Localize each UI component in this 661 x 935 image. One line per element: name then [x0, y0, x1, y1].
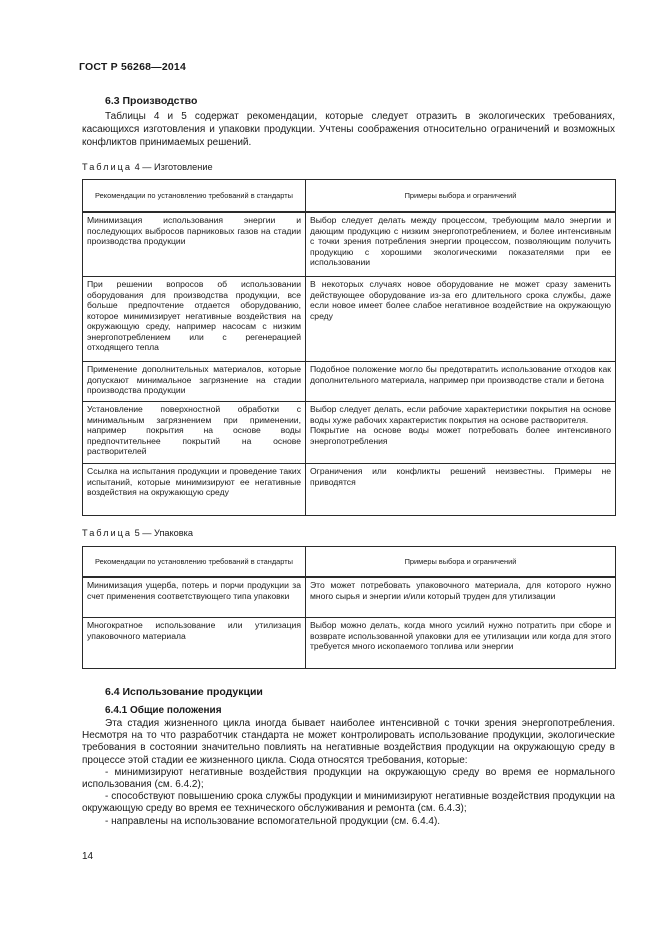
section-6-3-paragraph [82, 110, 615, 149]
table-4-header-row [83, 180, 616, 213]
table-cell: При решении вопросов об использовании оборудования для производства продукции, все больше предпочтение отдается оборудованию, которое минимизирует негативные воздействия на окружающую среду, например насосам с низким энергопотреблением или с регенерацией отходящего тепла [83, 277, 306, 362]
table-row [83, 402, 616, 464]
table-row [83, 212, 616, 277]
table-5-caption-title: — Упаковка [142, 528, 193, 538]
table-5 [82, 546, 616, 669]
table-cell: В некоторых случаях новое оборудование не может сразу заменить действующее оборудование из-за его длительного срока службы, даже если новое имеет более слабое негативное воздействие на окружающую среду [306, 277, 616, 362]
table-cell: Выбор следует делать между процессом, требующим мало энергии и дающим продукцию с низким энергопотреблением, и более интенсивным с точки зрения потребления энергии процессом, позволяющим получить продукцию с хорошими экологическими показателями при ее использовании [306, 212, 616, 277]
table-4-header-col2: Примеры выбора и ограничений [306, 180, 616, 213]
table-row [83, 464, 616, 516]
table-5-caption [82, 528, 193, 538]
table-cell: Минимизация ущерба, потерь и порчи продукции за счет применения соответствующего типа упаковки [83, 577, 306, 618]
list-item: - минимизируют негативные воздействия продукции на окружающую среду во время ее нормального использования (см. 6.4.2); [82, 766, 615, 791]
section-6-4-body [82, 718, 615, 828]
section-6-4-text: Эта стадия жизненного цикла иногда бывает наиболее интенсивной с точки зрения энергопотребления. Несмотря на то что разработчик стандарта не может контролировать использование продукции, экологические требования в состоянии значительно повлиять на негативные воздействия продукции на окружающую среду в процессе этой стадии ее жизненного цикла. Сюда относятся требования, которые: [82, 718, 615, 766]
subsection-title-6-4-1: 6.4.1 Общие положения [105, 705, 222, 716]
table-cell: Многократное использование или утилизация упаковочного материала [83, 618, 306, 669]
table-4-header-col1: Рекомендации по установлению требований в стандарты [83, 180, 306, 213]
table-cell: Подобное положение могло бы предотвратить использование отходов как дополнительного материала, например при производстве стали и бетона [306, 362, 616, 402]
table-row [83, 362, 616, 402]
table-4-caption [82, 162, 213, 172]
section-6-3-text: Таблицы 4 и 5 содержат рекомендации, которые следует отразить в экологических требованиях, касающихся изготовления и упаковки продукции. Учтены соображения относительно ограничений и возможных конфликтов принимаемых решений. [82, 111, 615, 148]
table-5-header-col2: Примеры выбора и ограничений [306, 547, 616, 578]
table-cell: Установление поверхностной обработки с минимальным загрязнением при применении, например покрытия на основе воды предпочтительнее покрытий на основе растворителей [83, 402, 306, 464]
table-4-caption-num: 4 [134, 162, 140, 172]
table-row [83, 577, 616, 618]
table-cell: Ссылка на испытания продукции и проведение таких испытаний, которые минимизируют ее негативные воздействия на окружающую среду [83, 464, 306, 516]
table-5-header-col1: Рекомендации по установлению требований в стандарты [83, 547, 306, 578]
table-row [83, 618, 616, 669]
section-6-4-paragraph [82, 718, 615, 767]
table-cell: Выбор можно делать, когда много усилий нужно потратить при сборе и возврате использованной упаковки для ее утилизации или когда для этого требуется много ископаемого топлива или энергии [306, 618, 616, 669]
table-4-caption-title: — Изготовление [142, 162, 213, 172]
table-5-caption-prefix: Таблица [82, 528, 133, 538]
table-row [83, 277, 616, 362]
table-cell: Это может потребовать упаковочного материала, для которого нужно много сырья и энергии и/или который труден для утилизации [306, 577, 616, 618]
list-item: - направлены на использование вспомогательной продукции (см. 6.4.4). [105, 815, 441, 827]
section-title-6-3: 6.3 Производство [105, 95, 198, 107]
table-cell: Ограничения или конфликты решений неизвестны. Примеры не приводятся [306, 464, 616, 516]
document-header: ГОСТ Р 56268—2014 [79, 61, 187, 73]
table-cell: Применение дополнительных материалов, которые допускают минимальное загрязнение на стадии производства продукции [83, 362, 306, 402]
table-4 [82, 179, 616, 516]
table-5-header-row [83, 547, 616, 578]
table-4-caption-prefix: Таблица [82, 162, 133, 172]
page-number: 14 [82, 851, 94, 862]
table-cell: Выбор следует делать, если рабочие характеристики покрытия на основе воды хуже рабочих характеристик покрытия на основе растворителя. Покрытие на основе воды может потребовать более интенсивного энергопотребления [306, 402, 616, 464]
table-5-caption-num: 5 [134, 528, 140, 538]
list-item: - способствуют повышению срока службы продукции и минимизируют негативные воздействия продукции на окружающую среду во время ее технического обслуживания и ремонта (см. 6.4.3); [82, 791, 615, 815]
section-title-6-4: 6.4 Использование продукции [105, 686, 263, 698]
table-cell: Минимизация использования энергии и последующих выбросов парниковых газов на стадии производства продукции [83, 212, 306, 277]
